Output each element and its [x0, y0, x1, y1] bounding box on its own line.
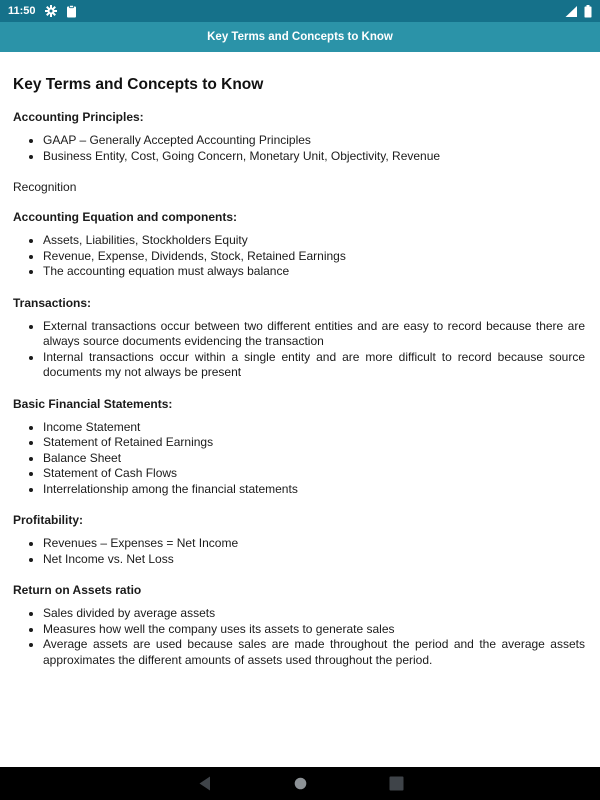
battery-icon	[584, 5, 592, 18]
bullet-item: • Sales divided by average assets	[43, 606, 587, 622]
status-time: 11:50	[8, 5, 36, 17]
bullet-item: • Revenue, Expense, Dividends, Stock, Retained Earnings	[43, 249, 587, 265]
wifi-icon	[565, 6, 578, 17]
document-content	[0, 52, 600, 668]
bullet-list	[13, 420, 587, 498]
bullet-list	[13, 606, 587, 668]
bullet-list	[13, 536, 587, 567]
app-bar	[0, 22, 600, 52]
navigation-bar	[0, 767, 600, 800]
home-icon	[294, 777, 307, 790]
document-sections	[13, 110, 587, 668]
section-heading: Basic Financial Statements:	[13, 396, 173, 411]
bullet-item: • Interrelationship among the financial statements	[43, 482, 587, 498]
bullet-item: • The accounting equation must always balance	[43, 264, 587, 280]
bullet-item: • Measures how well the company uses its assets to generate sales	[43, 622, 587, 638]
bullet-item: • Revenues – Expenses = Net Income	[43, 536, 587, 552]
bullet-item: • Average assets are used because sales are made throughout the period and the average assets approximates the different amounts of assets used throughout the period.	[43, 637, 587, 668]
clipboard-icon	[66, 5, 77, 18]
recents-button[interactable]	[376, 767, 416, 800]
back-button[interactable]	[184, 767, 224, 800]
bullet-list	[13, 319, 587, 381]
bullet-item: • Assets, Liabilities, Stockholders Equity	[43, 233, 587, 249]
home-button[interactable]	[280, 767, 320, 800]
settings-icon	[45, 5, 57, 17]
section-heading: Return on Assets ratio	[13, 583, 142, 597]
bullet-list	[13, 233, 587, 280]
bullet-item: • Balance Sheet	[43, 451, 587, 467]
section-heading: Accounting Equation and components:	[13, 210, 237, 224]
bullet-item: • Statement of Cash Flows	[43, 466, 587, 482]
section-heading: Profitability:	[13, 513, 84, 527]
bullet-item: • GAAP – Generally Accepted Accounting Principles	[43, 133, 587, 149]
back-icon	[198, 776, 211, 791]
document-title: Key Terms and Concepts to Know	[13, 76, 264, 93]
status-bar	[0, 0, 600, 22]
section-heading: Recognition	[13, 180, 77, 194]
bullet-item: • Statement of Retained Earnings	[43, 435, 587, 451]
bullet-item: • Income Statement	[43, 420, 587, 436]
bullet-item: • Internal transactions occur within a single entity and are more difficult to record because source documents my not always be present	[43, 350, 587, 381]
bullet-item: • Net Income vs. Net Loss	[43, 552, 587, 568]
bullet-item: • Business Entity, Cost, Going Concern, Monetary Unit, Objectivity, Revenue	[43, 149, 587, 165]
bullet-list	[13, 133, 587, 164]
section-heading: Accounting Principles:	[13, 110, 144, 124]
section-heading: Transactions:	[13, 295, 92, 310]
bullet-item: • External transactions occur between two different entities and are easy to record because there are always source documents evidencing the transaction	[43, 319, 587, 350]
app-bar-title: Key Terms and Concepts to Know	[207, 31, 393, 43]
recents-icon	[389, 776, 404, 791]
